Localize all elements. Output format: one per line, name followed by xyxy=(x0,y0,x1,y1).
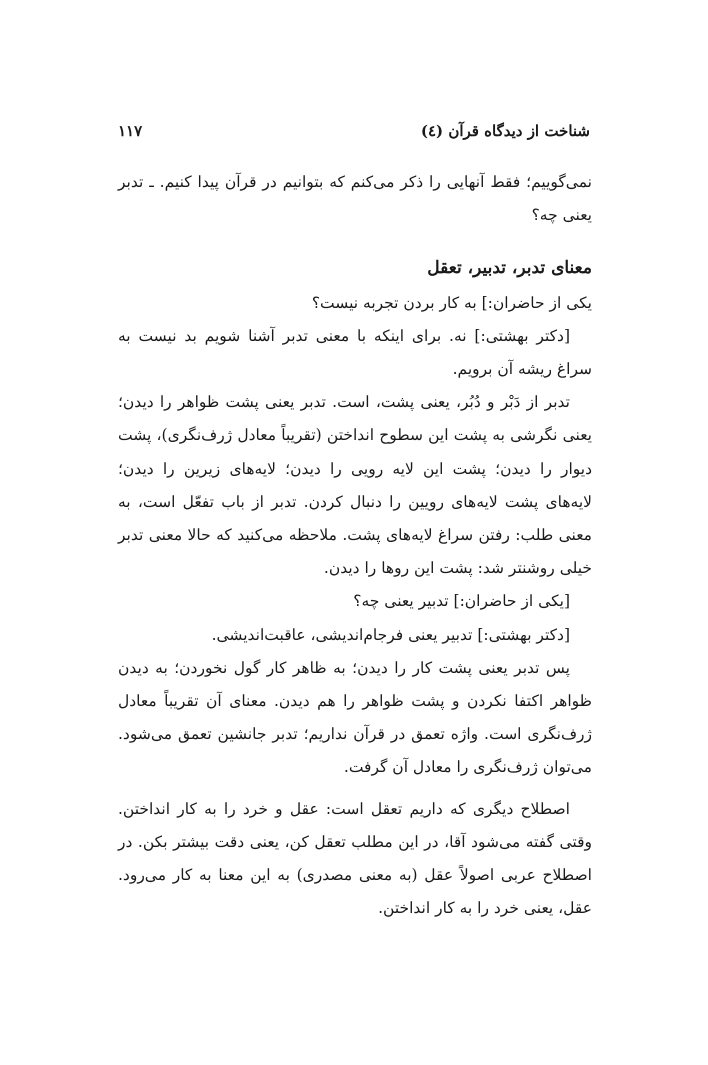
running-header xyxy=(118,118,590,144)
paragraph-answer-2: [دکتر بهشتی:] تدبیر یعنی فرجام‌اندیشی، عاقبت‌اندیشی. xyxy=(211,625,570,644)
paragraph-tadabbur-definition: تدبر از دَبْر و دُبُر، یعنی پشت، است. تدبر یعنی پشت ظواهر را دیدن؛ یعنی نگرشی به پشت این سطوح انداختن (تقریباً معادل ژرف‌نگری)، پشت دیوار را دیدن؛ پشت این لایه رویی را دیدن؛ لایه‌های زیرین را دیدن؛ لایه‌های پشت لایه‌های رویین را دنبال کردن. تدبر از باب تفعّل است، به معنی طلب: رفتن سراغ لایه‌های پشت. ملاحظه می‌کنید که حالا معنی تدبر خیلی روشنتر شد: پشت این روها را دیدن. xyxy=(118,393,592,578)
paragraph-question-2: [یکی از حاضران:] تدبیر یعنی چه؟ xyxy=(353,592,570,611)
paragraph-question-1: یکی از حاضران:] به کار بردن تجربه نیست؟ xyxy=(311,293,592,312)
paragraph-continuation: نمی‌گوییم؛ فقط آنهایی را ذکر می‌کنم که بتوانیم در قرآن پیدا کنیم. ـ تدبر یعنی چه؟ xyxy=(118,173,592,225)
section-heading: معنای تدبر، تدبیر، تعقل xyxy=(427,258,592,279)
paragraph-answer-1: [دکتر بهشتی:] نه. برای اینکه با معنی تدبر آشنا شویم بد نیست به سراغ ریشه آن برویم. xyxy=(118,326,592,379)
paragraph-taaqqul: اصطلاح دیگری که داریم تعقل است: عقل و خرد را به کار انداختن. وقتی گفته می‌شود آقا، در این مطلب تعقل کن، یعنی دقت بیشتر بکن. در اصطلاح عربی اصولاً عقل (به معنی مصدری) به این معنا به کار می‌رود. عقل، یعنی خرد را به کار انداختن. xyxy=(118,799,592,918)
paragraph-tadabbur-summary: پس تدبر یعنی پشت کار را دیدن؛ به ظاهر کار گول نخوردن؛ به دیدن ظواهر اکتفا نکردن و پشت ظواهر را هم دیدن. معنای آن تقریباً معادل ژرف‌نگری است. واژه تعمق در قرآن نداریم؛ تدبر جانشین تعمق می‌شود. می‌توان ژرف‌نگری را معادل آن گرفت. xyxy=(118,658,592,777)
page-body xyxy=(118,166,592,925)
page-number: ١١٧ xyxy=(118,122,143,140)
header-title: شناخت از دیدگاه قرآن (٤) xyxy=(420,122,590,140)
